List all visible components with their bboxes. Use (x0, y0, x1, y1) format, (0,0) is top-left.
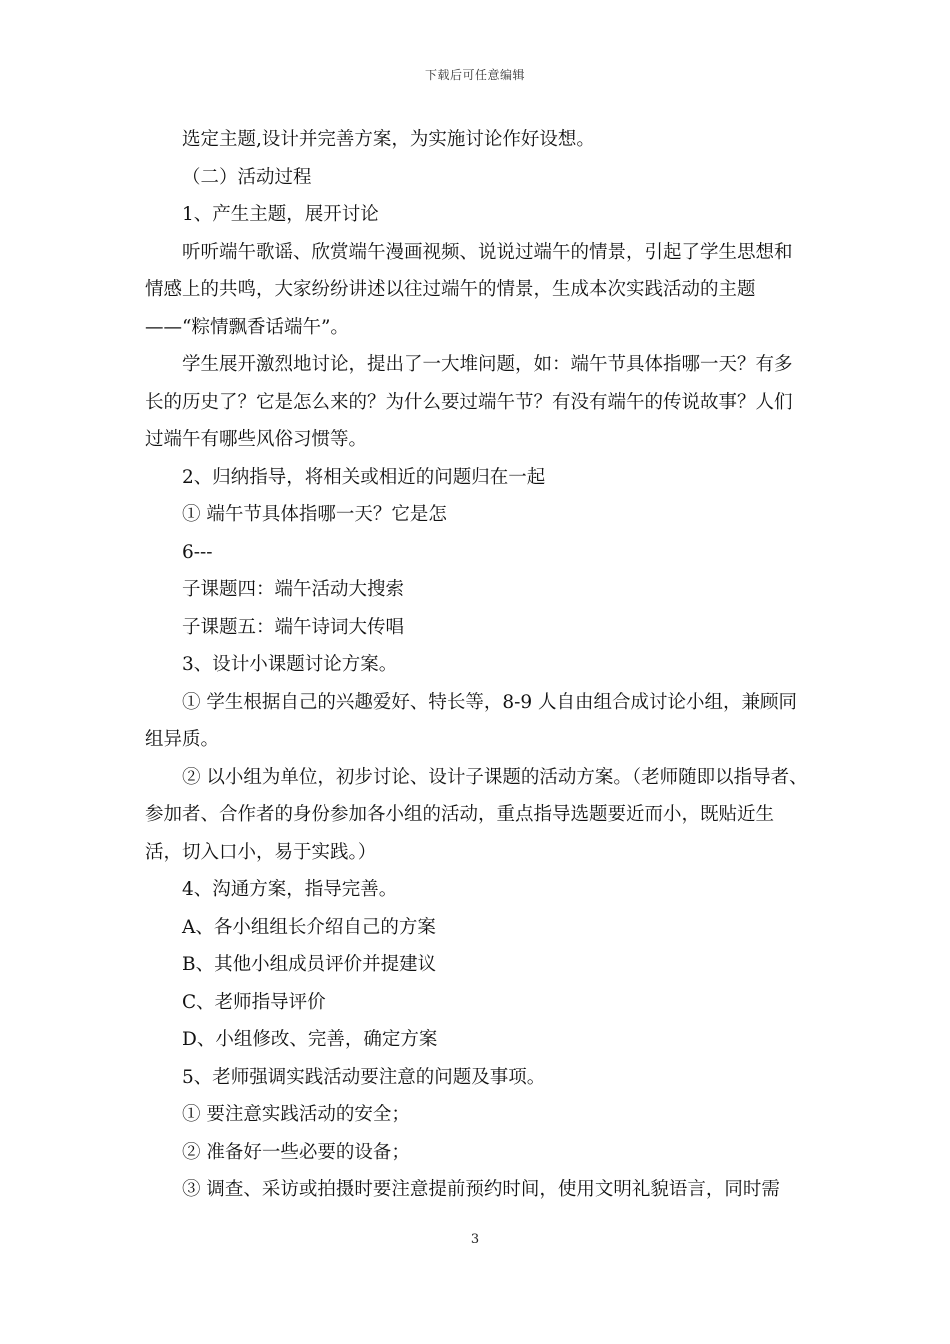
list-item-interview: ③ 调查、采访或拍摄时要注意提前预约时间，使用文明礼貌语言，同时需 (182, 1179, 780, 1200)
list-item-b: B、其他小组成员评价并提建议 (182, 954, 437, 975)
list-item-d: D、小组修改、完善，确定方案 (182, 1029, 438, 1050)
page-break-marker: 6--- (182, 541, 213, 563)
list-item-equipment: ② 准备好一些必要的设备； (182, 1141, 410, 1163)
subtopic-5: 子课题五：端午诗词大传唱 (182, 616, 405, 638)
list-item-safety: ① 要注意实践活动的安全； (182, 1104, 410, 1125)
page-number: 3 (470, 1232, 480, 1247)
step-heading-5: 5、老师强调实践活动要注意的问题及事项。 (182, 1066, 546, 1088)
step-heading-3: 3、设计小课题讨论方案。 (182, 654, 398, 675)
list-item-a: A、各小组组长介绍自己的方案 (182, 916, 436, 938)
list-item-question-1: ① 端午节具体指哪一天？它是怎 (182, 504, 447, 525)
page-header: 下载后可任意编辑 (424, 68, 525, 82)
subtopic-4: 子课题四：端午活动大搜索 (182, 579, 405, 600)
paragraph-discussion: 学生展开激烈地讨论，提出了一大堆问题，如：端午节具体指哪一天？有多长的历史了？它是怎么来的？为什么要过端午节？有没有端午的传说故事？人们过端午有哪些风俗习惯等。 (145, 354, 793, 450)
section-heading-activity-process: （二）活动过程 (182, 166, 312, 188)
list-item-c: C、老师指导评价 (182, 991, 326, 1013)
paragraph-intro: 选定主题,设计并完善方案，为实施讨论作好设想。 (182, 129, 595, 150)
paragraph-theme-origin: 听听端午歌谣、欣赏端午漫画视频、说说过端午的情景，引起了学生思想和情感上的共鸣，大家纷纷讲述以往过端午的情景，生成本次实践活动的主题——“粽情飘香话端午”。 (145, 241, 793, 338)
list-item-group-plan: ② 以小组为单位，初步讨论、设计子课题的活动方案。（老师随即以指导者、参加者、合作者的身份参加各小组的活动，重点指导选题要近而小，既贴近生活，切入口小，易于实践。） (145, 766, 808, 863)
document-body (145, 121, 810, 1209)
list-item-grouping: ① 学生根据自己的兴趣爱好、特长等，8-9 人自由组合成讨论小组，兼顾同组异质。 (145, 691, 798, 750)
step-heading-1: 1、产生主题，展开讨论 (182, 204, 379, 225)
step-heading-4: 4、沟通方案，指导完善。 (182, 879, 398, 900)
step-heading-2: 2、归纳指导，将相关或相近的问题归在一起 (182, 466, 546, 488)
